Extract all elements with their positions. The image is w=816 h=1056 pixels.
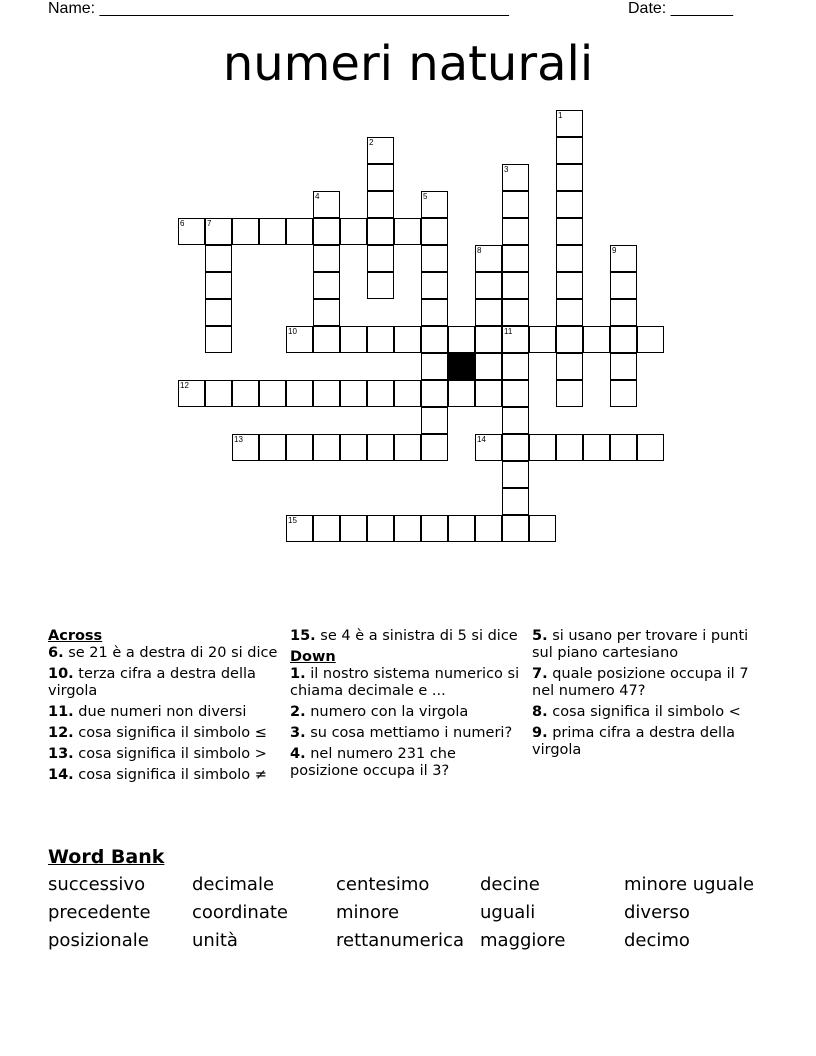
crossword-cell[interactable]: [502, 515, 529, 542]
crossword-cell[interactable]: [502, 299, 529, 326]
clue-number: 2: [369, 138, 374, 147]
clue-number: 9: [612, 246, 617, 255]
crossword-cell[interactable]: [421, 380, 448, 407]
crossword-cell[interactable]: [421, 515, 448, 542]
clue-number: 13: [234, 435, 243, 444]
clue-number: 6: [180, 219, 185, 228]
clue-number: 8: [477, 246, 482, 255]
crossword-cell[interactable]: [448, 326, 475, 353]
crossword-cell[interactable]: [367, 434, 394, 461]
crossword-cell[interactable]: [340, 218, 367, 245]
word-bank-item: precedente: [48, 902, 151, 923]
crossword-cell[interactable]: [232, 218, 259, 245]
clue-number: 11: [504, 327, 513, 336]
crossword-cell[interactable]: [475, 434, 502, 461]
crossword-cell[interactable]: [502, 488, 529, 515]
name-field-label: Name: ______________________________________________: [48, 0, 509, 17]
down-clue-5: 5. si usano per trovare i punti sul piano cartesiano: [532, 628, 749, 661]
crossword-cell[interactable]: [502, 461, 529, 488]
crossword-cell[interactable]: [475, 380, 502, 407]
clues-column-3: [532, 628, 764, 763]
crossword-cell[interactable]: [367, 137, 394, 164]
crossword-cell[interactable]: [232, 380, 259, 407]
crossword-cell[interactable]: [313, 299, 340, 326]
crossword-black-cell: [448, 353, 475, 380]
crossword-cell[interactable]: [178, 218, 205, 245]
crossword-cell[interactable]: [421, 191, 448, 218]
crossword-cell[interactable]: [475, 272, 502, 299]
word-bank-item: decimo: [624, 930, 690, 951]
crossword-cell[interactable]: [448, 380, 475, 407]
crossword-cell[interactable]: [421, 434, 448, 461]
crossword-cell[interactable]: [556, 326, 583, 353]
crossword-cell[interactable]: [529, 434, 556, 461]
crossword-cell[interactable]: [394, 380, 421, 407]
crossword-cell[interactable]: [286, 380, 313, 407]
down-clue-3: 3. su cosa mettiamo i numeri?: [290, 725, 513, 741]
word-bank-item: uguali: [480, 902, 536, 923]
crossword-cell[interactable]: [556, 272, 583, 299]
word-bank-title: Word Bank: [48, 846, 165, 868]
word-bank-item: rettanumerica: [336, 930, 464, 951]
crossword-cell[interactable]: [610, 299, 637, 326]
clue-number: 1: [558, 111, 563, 120]
crossword-cell[interactable]: [556, 380, 583, 407]
crossword-cell[interactable]: [556, 110, 583, 137]
crossword-cell[interactable]: [340, 326, 367, 353]
crossword-cell[interactable]: [502, 164, 529, 191]
word-bank-item: diverso: [624, 902, 690, 923]
clue-number: 15: [288, 516, 297, 525]
crossword-cell[interactable]: [556, 434, 583, 461]
clues-column-1: [48, 628, 280, 788]
crossword-cell[interactable]: [286, 515, 313, 542]
crossword-cell[interactable]: [529, 515, 556, 542]
crossword-cell[interactable]: [556, 164, 583, 191]
crossword-cell[interactable]: [502, 245, 529, 272]
down-clue-7: 7. quale posizione occupa il 7 nel numero 47?: [532, 666, 749, 699]
crossword-cell[interactable]: [556, 137, 583, 164]
crossword-cell[interactable]: [421, 218, 448, 245]
crossword-cell[interactable]: [286, 326, 313, 353]
crossword-cell[interactable]: [502, 380, 529, 407]
crossword-cell[interactable]: [502, 272, 529, 299]
crossword-cell[interactable]: [556, 299, 583, 326]
crossword-cell[interactable]: [529, 326, 556, 353]
crossword-cell[interactable]: [475, 353, 502, 380]
crossword-cell[interactable]: [475, 326, 502, 353]
word-bank-item: minore: [336, 902, 400, 923]
crossword-cell[interactable]: [367, 380, 394, 407]
crossword-cell[interactable]: [475, 515, 502, 542]
crossword-cell[interactable]: [313, 434, 340, 461]
crossword-cell[interactable]: [637, 434, 664, 461]
down-clue-2: 2. numero con la virgola: [290, 704, 469, 720]
crossword-cell[interactable]: [421, 272, 448, 299]
crossword-cell[interactable]: [205, 326, 232, 353]
down-clue-8: 8. cosa significa il simbolo <: [532, 704, 741, 720]
crossword-cell[interactable]: [556, 218, 583, 245]
crossword-cell[interactable]: [394, 218, 421, 245]
clue-number: 12: [180, 381, 189, 390]
word-bank-item: minore uguale: [624, 874, 755, 895]
across-clue-11: 11. due numeri non diversi: [48, 704, 247, 720]
crossword-cell[interactable]: [556, 353, 583, 380]
crossword-cell[interactable]: [205, 272, 232, 299]
clue-number: 5: [423, 192, 428, 201]
crossword-cell[interactable]: [367, 191, 394, 218]
crossword-cell[interactable]: [367, 326, 394, 353]
clue-number: 3: [504, 165, 509, 174]
across-clue-12: 12. cosa significa il simbolo ≤: [48, 725, 267, 741]
down-clue-1: 1. il nostro sistema numerico si chiama decimale e ...: [290, 666, 520, 699]
crossword-cell[interactable]: [610, 434, 637, 461]
crossword-cell[interactable]: [502, 326, 529, 353]
crossword-cell[interactable]: [313, 218, 340, 245]
crossword-cell[interactable]: [340, 515, 367, 542]
crossword-cell[interactable]: [259, 434, 286, 461]
crossword-cell[interactable]: [502, 191, 529, 218]
crossword-cell[interactable]: [583, 326, 610, 353]
crossword-cell[interactable]: [637, 326, 664, 353]
crossword-cell[interactable]: [421, 299, 448, 326]
word-bank-item: decimale: [192, 874, 275, 895]
crossword-cell[interactable]: [421, 326, 448, 353]
word-bank: [48, 874, 788, 952]
crossword-cell[interactable]: [448, 515, 475, 542]
crossword-cell[interactable]: [367, 164, 394, 191]
word-bank-item: centesimo: [336, 874, 430, 895]
page-title: numeri naturali: [222, 36, 594, 92]
crossword-cell[interactable]: [367, 272, 394, 299]
crossword-cell[interactable]: [205, 299, 232, 326]
clues-column-2: [290, 628, 526, 784]
crossword-cell[interactable]: [313, 515, 340, 542]
crossword-cell[interactable]: [610, 380, 637, 407]
crossword-cell[interactable]: [313, 326, 340, 353]
crossword-cell[interactable]: [475, 245, 502, 272]
crossword-cell[interactable]: [394, 515, 421, 542]
across-clue-10: 10. terza cifra a destra della virgola: [48, 666, 256, 699]
crossword-cell[interactable]: [286, 434, 313, 461]
crossword-cell[interactable]: [232, 434, 259, 461]
crossword-cell[interactable]: [259, 218, 286, 245]
date-field-label: Date: _______: [628, 0, 733, 17]
crossword-cell[interactable]: [610, 326, 637, 353]
across-clue-6: 6. se 21 è a destra di 20 si dice: [48, 645, 278, 661]
crossword-cell[interactable]: [394, 434, 421, 461]
word-bank-item: maggiore: [480, 930, 566, 951]
crossword-cell[interactable]: [367, 218, 394, 245]
crossword-cell[interactable]: [421, 353, 448, 380]
across-clue-14: 14. cosa significa il simbolo ≠: [48, 767, 267, 783]
across-clue-13: 13. cosa significa il simbolo >: [48, 746, 267, 762]
clue-number: 14: [477, 435, 486, 444]
crossword-cell[interactable]: [583, 434, 610, 461]
crossword-cell[interactable]: [367, 245, 394, 272]
crossword-cell[interactable]: [259, 380, 286, 407]
crossword-cell[interactable]: [502, 407, 529, 434]
crossword-cell[interactable]: [610, 272, 637, 299]
down-clue-9: 9. prima cifra a destra della virgola: [532, 725, 735, 758]
down-clue-4: 4. nel numero 231 che posizione occupa il 3?: [290, 746, 456, 779]
crossword-cell[interactable]: [178, 380, 205, 407]
crossword-cell[interactable]: [340, 380, 367, 407]
crossword-cell[interactable]: [556, 245, 583, 272]
down-heading: Down: [290, 649, 336, 665]
crossword-cell[interactable]: [475, 299, 502, 326]
crossword-cell[interactable]: [313, 191, 340, 218]
clue-number: 10: [288, 327, 297, 336]
crossword-cell[interactable]: [340, 434, 367, 461]
crossword-cell[interactable]: [205, 218, 232, 245]
across-heading: Across: [48, 628, 103, 644]
word-bank-item: posizionale: [48, 930, 149, 951]
crossword-cell[interactable]: [394, 326, 421, 353]
across-clue-15: 15. se 4 è a sinistra di 5 si dice: [290, 628, 518, 644]
crossword-cell[interactable]: [610, 245, 637, 272]
word-bank-item: decine: [480, 874, 540, 895]
word-bank-item: successivo: [48, 874, 146, 895]
crossword-cell[interactable]: [205, 245, 232, 272]
crossword-cell[interactable]: [421, 407, 448, 434]
crossword-cell[interactable]: [502, 218, 529, 245]
crossword-cell[interactable]: [502, 434, 529, 461]
crossword-cell[interactable]: [313, 380, 340, 407]
crossword-cell[interactable]: [313, 245, 340, 272]
clue-number: 7: [207, 219, 212, 228]
crossword-cell[interactable]: [556, 191, 583, 218]
word-bank-item: coordinate: [192, 902, 289, 923]
crossword-cell[interactable]: [610, 353, 637, 380]
crossword-cell[interactable]: [205, 380, 232, 407]
word-bank-item: unità: [192, 930, 238, 951]
crossword-cell[interactable]: [313, 272, 340, 299]
crossword-cell[interactable]: [421, 245, 448, 272]
crossword-cell[interactable]: [367, 515, 394, 542]
crossword-cell[interactable]: [286, 218, 313, 245]
clue-number: 4: [315, 192, 320, 201]
crossword-cell[interactable]: [502, 353, 529, 380]
